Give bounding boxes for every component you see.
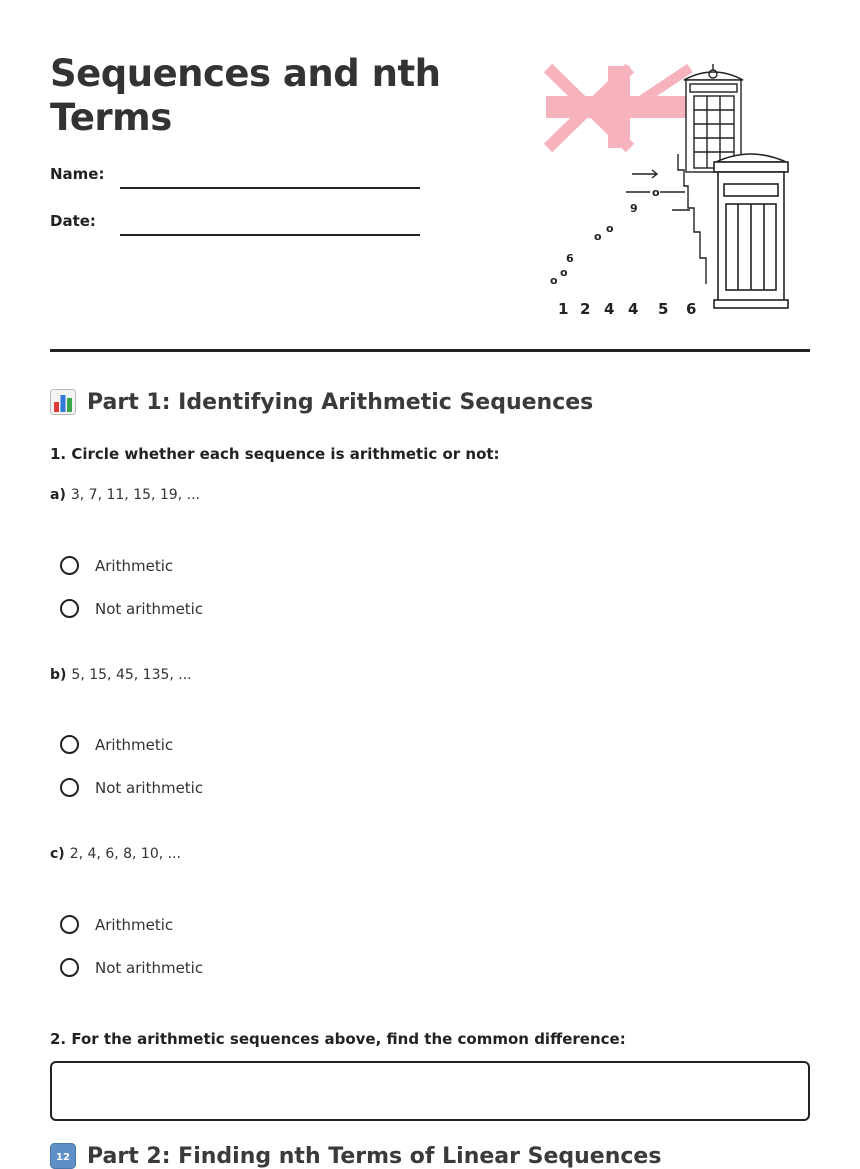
svg-text:o: o <box>606 222 614 235</box>
option-b-not-arithmetic[interactable] <box>60 778 203 797</box>
radio-circle[interactable] <box>60 556 79 575</box>
sequence-a <box>50 487 200 503</box>
option-label: Not arithmetic <box>95 599 204 618</box>
option-a-arithmetic[interactable] <box>60 556 173 575</box>
bar-chart-icon <box>50 389 76 415</box>
number-label: 5 <box>658 300 669 318</box>
worksheet-title: Sequences and nth Terms <box>50 52 441 139</box>
sequence-letter: c) <box>50 846 65 862</box>
radio-circle[interactable] <box>60 735 79 754</box>
option-a-not-arithmetic[interactable] <box>60 599 203 618</box>
sequence-terms: 2, 4, 6, 8, 10, ... <box>69 846 181 862</box>
sequence-letter: b) <box>50 667 67 683</box>
part1-heading-text: Part 1: Identifying Arithmetic Sequences <box>87 389 594 415</box>
name-label: Name: <box>50 165 105 183</box>
worksheet-page <box>50 0 810 1169</box>
name-line[interactable] <box>120 187 420 189</box>
radio-circle[interactable] <box>60 599 79 618</box>
radio-circle[interactable] <box>60 915 79 934</box>
number-label: 4 <box>628 300 639 318</box>
staircase-diagram <box>626 154 706 284</box>
part2-heading <box>50 1143 661 1169</box>
svg-text:o: o <box>550 274 558 287</box>
option-label: Arithmetic <box>95 556 174 575</box>
sequence-c <box>50 846 181 862</box>
keycap-text: 12 <box>56 1152 70 1163</box>
option-b-arithmetic[interactable] <box>60 735 173 754</box>
sequence-doodles <box>550 186 660 287</box>
option-label: Not arithmetic <box>95 778 204 797</box>
option-label: Arithmetic <box>95 915 174 934</box>
svg-text:6: 6 <box>566 252 574 265</box>
answer-box[interactable] <box>50 1061 810 1121</box>
part2-heading-text: Part 2: Finding nth Terms of Linear Sequences <box>87 1143 662 1169</box>
date-label: Date: <box>50 212 96 230</box>
sequence-terms: 5, 15, 45, 135, ... <box>71 667 192 683</box>
numbers-keycap-icon <box>50 1143 76 1169</box>
header-illustration <box>540 58 800 320</box>
number-label: 1 <box>558 300 569 318</box>
svg-text:9: 9 <box>630 202 638 215</box>
option-c-not-arithmetic[interactable] <box>60 958 203 977</box>
part1-heading <box>50 389 593 415</box>
option-label: Not arithmetic <box>95 958 204 977</box>
radio-circle[interactable] <box>60 778 79 797</box>
union-flag-icon <box>546 66 690 148</box>
header-divider <box>50 349 810 352</box>
question-2: 2. For the arithmetic sequences above, find the common difference: <box>50 1030 626 1048</box>
number-label: 4 <box>604 300 615 318</box>
sequence-b <box>50 667 192 683</box>
svg-text:o: o <box>560 266 568 279</box>
number-label: 6 <box>686 300 697 318</box>
radio-circle[interactable] <box>60 958 79 977</box>
sequence-terms: 3, 7, 11, 15, 19, ... <box>70 487 200 503</box>
telephone-box-icon <box>714 154 788 308</box>
number-label: 2 <box>580 300 591 318</box>
svg-text:o: o <box>594 230 602 243</box>
sequence-letter: a) <box>50 487 66 503</box>
option-label: Arithmetic <box>95 735 174 754</box>
question-1: 1. Circle whether each sequence is arithmetic or not: <box>50 445 500 463</box>
number-labels <box>558 300 696 318</box>
date-line[interactable] <box>120 234 420 236</box>
worksheet-header <box>50 0 810 352</box>
svg-text:o: o <box>652 186 660 199</box>
option-c-arithmetic[interactable] <box>60 915 173 934</box>
